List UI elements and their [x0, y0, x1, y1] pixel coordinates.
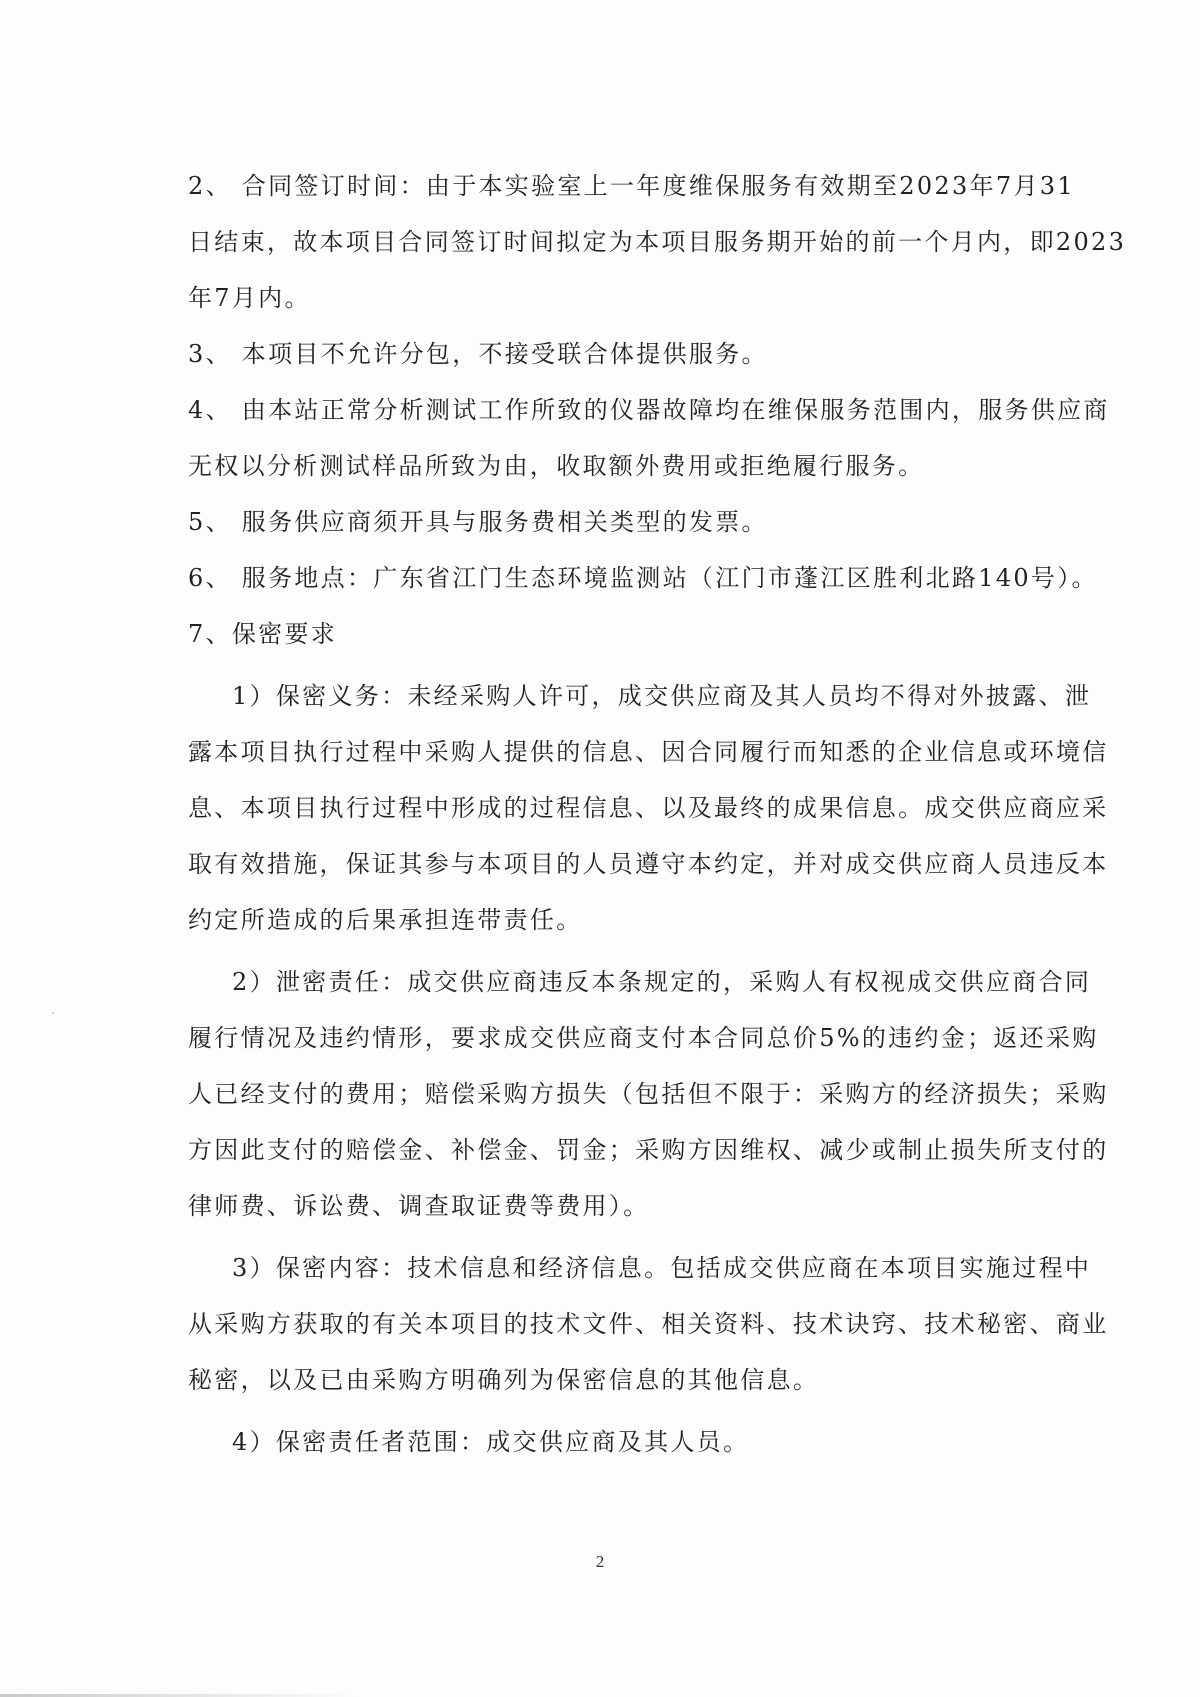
paragraph-first-line: 1）保密义务：未经采购人许可，成交供应商及其人员均不得对外披露、泄	[232, 682, 1092, 710]
text-line: 2、 合同签订时间：由于本实验室上一年度维保服务有效期至2023年7月31	[188, 172, 1075, 200]
text-line: 取有效措施，保证其参与本项目的人员遵守本约定，并对成交供应商人员违反本	[188, 850, 1109, 878]
text-line: 人已经支付的费用；赔偿采购方损失（包括但不限于：采购方的经济损失；采购	[188, 1080, 1109, 1108]
text-line: 露本项目执行过程中采购人提供的信息、因合同履行而知悉的企业信息或环境信	[188, 738, 1109, 766]
text-line: 息、本项目执行过程中形成的过程信息、以及最终的成果信息。成交供应商应采	[188, 794, 1109, 822]
document-body	[188, 158, 1127, 1470]
text-line: 秘密，以及已由采购方明确列为保密信息的其他信息。	[188, 1366, 820, 1394]
paragraph-first-line: 3）保密内容：技术信息和经济信息。包括成交供应商在本项目实施过程中	[232, 1254, 1092, 1282]
paragraph-first-line: 2）泄密责任：成交供应商违反本条规定的，采购人有权视成交供应商合同	[232, 968, 1092, 996]
text-line: 方因此支付的赔偿金、补偿金、罚金；采购方因维权、减少或制止损失所支付的	[188, 1136, 1109, 1164]
text-line: 6、 服务地点：广东省江门生态环境监测站（江门市蓬江区胜利北路140号）。	[188, 564, 1098, 592]
text-line: 履行情况及违约情形，要求成交供应商支付本合同总价5%的违约金；返还采购	[188, 1024, 1099, 1052]
page-number: 2	[595, 1552, 605, 1571]
section-heading: 7、保密要求	[188, 620, 338, 648]
text-line: 从采购方获取的有关本项目的技术文件、相关资料、技术诀窍、技术秘密、商业	[188, 1310, 1109, 1338]
text-line: 3、 本项目不允许分包，不接受联合体提供服务。	[188, 340, 768, 368]
text-line: 约定所造成的后果承担连带责任。	[188, 906, 583, 934]
scan-artifact	[52, 1012, 54, 1014]
text-line: 律师费、诉讼费、调查取证费等费用）。	[188, 1192, 650, 1220]
text-line: 4、 由本站正常分析测试工作所致的仪器故障均在维保服务范围内，服务供应商	[188, 396, 1110, 424]
paragraph-first-line: 4）保密责任者范围：成交供应商及其人员。	[232, 1428, 750, 1456]
text-line: 5、 服务供应商须开具与服务费相关类型的发票。	[188, 508, 768, 536]
text-line: 无权以分析测试样品所致为由，收取额外费用或拒绝履行服务。	[188, 452, 925, 480]
text-line: 年7月内。	[188, 284, 311, 312]
text-line: 日结束，故本项目合同签订时间拟定为本项目服务期开始的前一个月内，即2023	[188, 228, 1127, 256]
